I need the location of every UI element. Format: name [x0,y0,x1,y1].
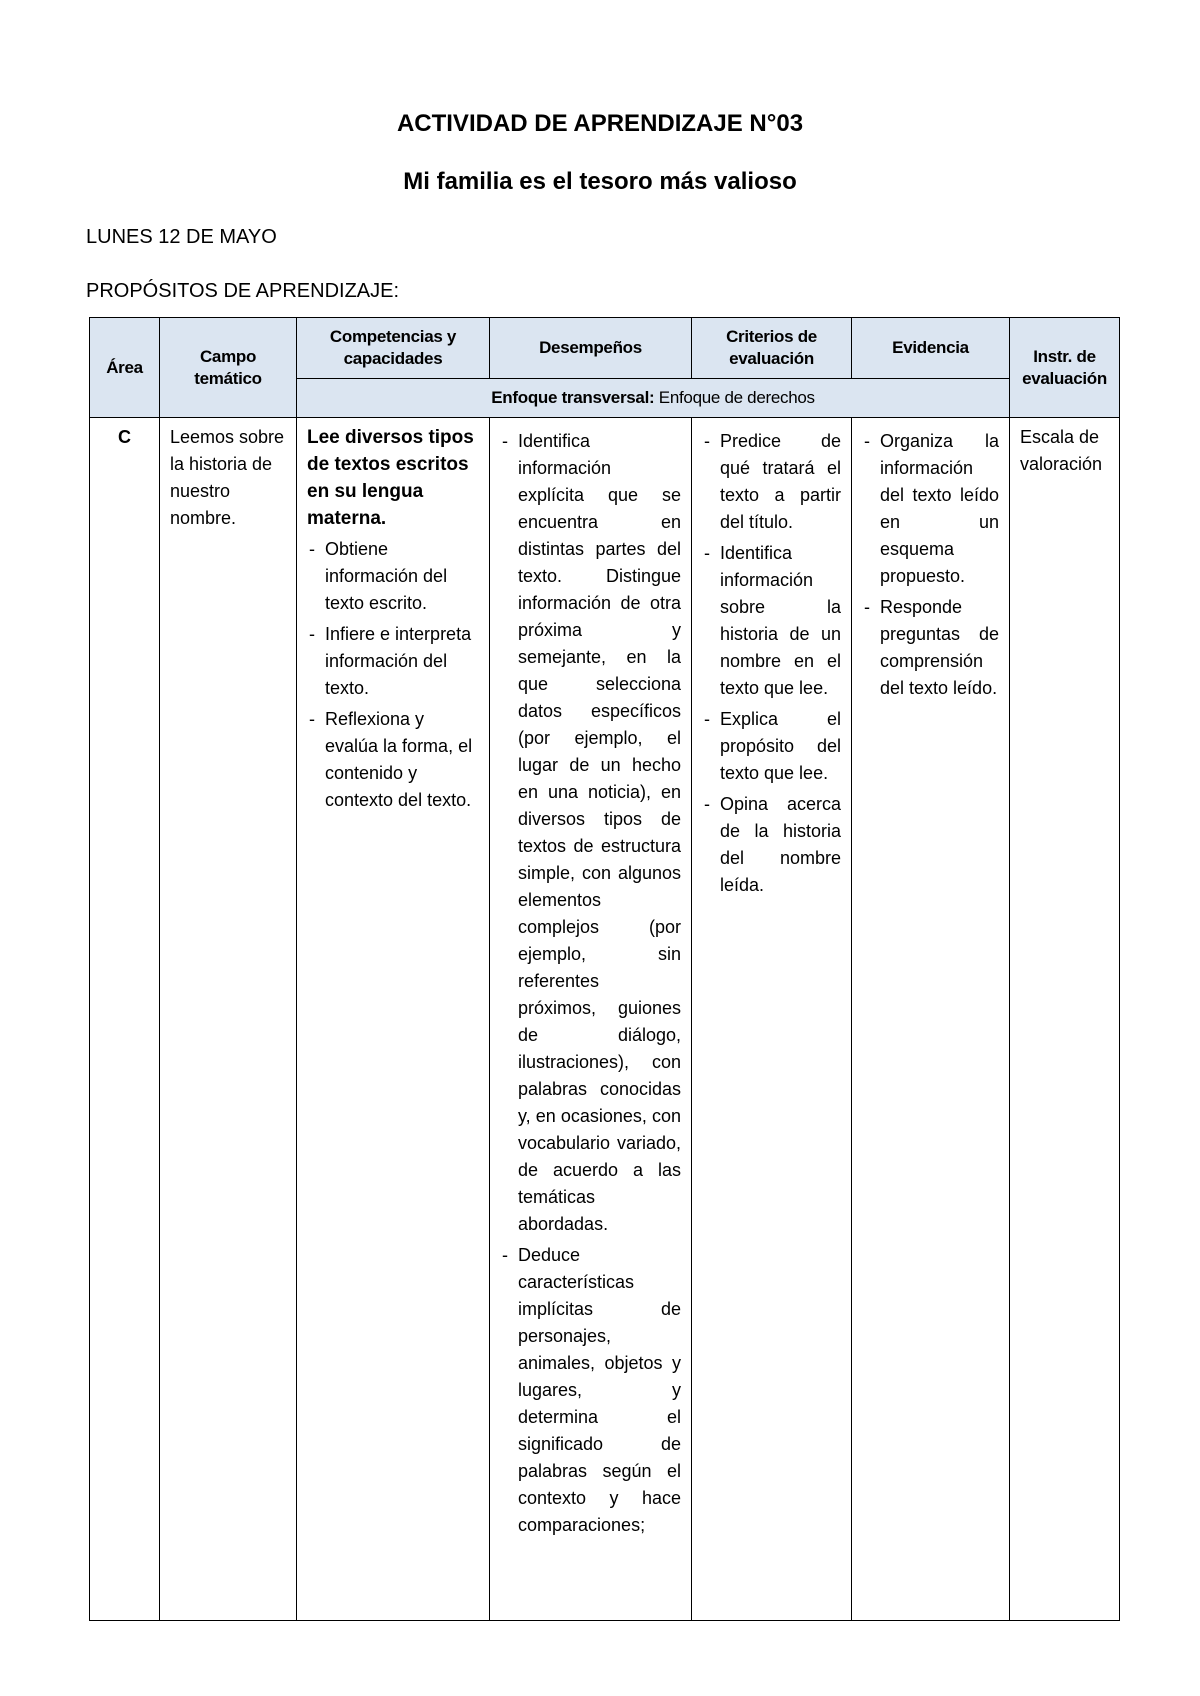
activity-title: ACTIVIDAD DE APRENDIZAJE N°03 [396,110,804,137]
header-instr: Instr. de evaluación [1010,318,1120,418]
enfoque-label: Enfoque transversal: [491,388,655,407]
desempenos-cell [490,418,692,1621]
list-item: - Explica el propósito del texto que lee. [702,706,841,787]
activity-subtitle: Mi familia es el tesoro más valioso [403,168,797,195]
header-competencias: Competencias y capacidades [297,318,490,379]
content-row [90,418,1120,1621]
list-item: - Obtiene información del texto escrito. [307,536,479,617]
criterios-list [702,428,841,899]
enfoque-value: Enfoque de derechos [658,388,815,407]
criterios-cell [692,418,852,1621]
header-campo: Campo temático [160,318,297,418]
competencia-title: Lee diversos tipos de textos escritos en su lengua materna. [307,427,474,529]
list-item: - Identifica información sobre la historia de un nombre en el texto que lee. [702,540,841,702]
header-row [90,318,1120,379]
enfoque-cell [297,379,1010,418]
purposes-heading: PROPÓSITOS DE APRENDIZAJE: [86,280,400,302]
list-item: - Deduce características implícitas de personajes, animales, objetos y lugares, y determina el significado de palabras según el contexto y hace comparaciones; [500,1242,681,1539]
list-item: - Predice de qué tratará el texto a partir del título. [702,428,841,536]
competencias-cell [297,418,490,1621]
header-criterios: Criterios de evaluación [692,318,852,379]
evidencia-list [862,428,999,702]
list-item: - Reflexiona y evalúa la forma, el contenido y contexto del texto. [307,706,479,814]
learning-purposes-table [89,317,1120,1621]
header-desempenos: Desempeños [490,318,692,379]
campo-cell: Leemos sobre la historia de nuestro nombre. [160,418,297,1621]
activity-date: LUNES 12 DE MAYO [86,226,277,248]
evidencia-cell [852,418,1010,1621]
desempenos-list [500,428,681,1539]
list-item: - Opina acerca de la historia del nombre leída. [702,791,841,899]
header-area: Área [90,318,160,418]
list-item: - Organiza la información del texto leído en un esquema propuesto. [862,428,999,590]
capacidades-list [307,536,479,814]
list-item: - Identifica información explícita que se encuentra en distintas partes del texto. Distingue información de otra próxima y semejante, en la que selecciona datos específicos (por ejemplo, el lugar de un hecho en una noticia), en diversos tipos de textos de estructura simple, con algunos elementos complejos (por ejemplo, sin referentes próximos, guiones de diálogo, ilustraciones), con palabras conocidas y, en ocasiones, con vocabulario variado, de acuerdo a las temáticas abordadas. [500,428,681,1238]
header-evidencia: Evidencia [852,318,1010,379]
area-cell: C [90,418,160,1621]
list-item: - Responde preguntas de comprensión del texto leído. [862,594,999,702]
list-item: - Infiere e interpreta información del texto. [307,621,479,702]
instr-cell: Escala de valoración [1010,418,1120,1621]
